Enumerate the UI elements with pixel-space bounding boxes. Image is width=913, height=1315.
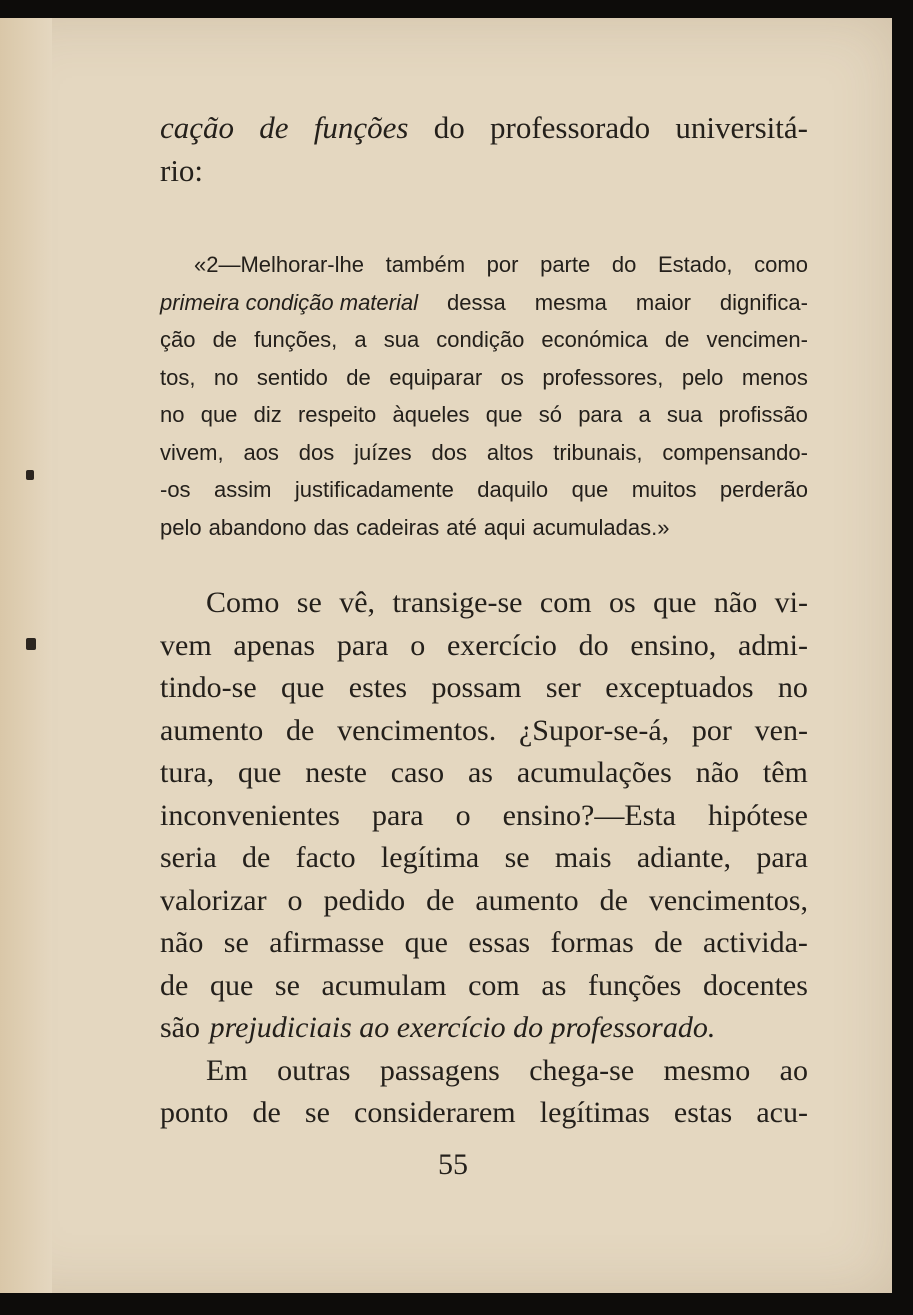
binding-gutter <box>0 18 52 1293</box>
word: só <box>538 402 562 427</box>
word: cação <box>160 110 235 145</box>
word: funções <box>313 110 409 145</box>
word: se <box>504 841 530 874</box>
text-line <box>160 284 808 322</box>
text-line <box>160 965 808 1008</box>
word: passagens <box>379 1053 500 1087</box>
word: ¿Supor-se-á, <box>518 713 670 747</box>
word: para <box>578 402 623 427</box>
word: para <box>756 841 808 874</box>
word: de <box>426 883 455 917</box>
word: Como <box>206 586 280 619</box>
word: que <box>200 402 238 427</box>
word: até <box>446 514 477 540</box>
word: rio: <box>160 153 204 188</box>
word: de <box>252 1096 281 1129</box>
word: activida- <box>702 926 808 959</box>
text-line <box>160 795 808 838</box>
word: aumento <box>160 713 264 747</box>
text-line <box>160 1050 808 1093</box>
text-line <box>160 106 808 149</box>
text-line <box>160 880 808 923</box>
word: mais <box>554 841 612 874</box>
word: o <box>287 883 303 917</box>
word: acumulações <box>516 756 672 789</box>
word: também <box>385 252 466 277</box>
word: das <box>313 514 350 540</box>
word: para <box>336 628 389 662</box>
word: tos, <box>160 364 196 390</box>
word: transige-se <box>392 586 523 619</box>
word: como <box>754 252 808 277</box>
word: condição <box>436 327 525 352</box>
word: respeito <box>297 402 377 427</box>
word: essas <box>468 926 531 959</box>
word: as <box>541 968 567 1002</box>
word: abandono <box>208 514 307 540</box>
word: se <box>274 968 300 1002</box>
word: não <box>160 926 204 959</box>
word: pelo <box>681 364 724 390</box>
word: não <box>713 586 758 619</box>
text-line <box>160 321 808 359</box>
word: no <box>160 402 185 427</box>
word: -os <box>160 477 191 502</box>
word: dignifica- <box>719 289 808 315</box>
word: que <box>238 756 282 789</box>
binding-stain-mark <box>26 638 36 650</box>
word: aumento <box>475 883 579 917</box>
word: se <box>304 1096 330 1129</box>
word: com <box>539 586 592 619</box>
text-line <box>160 582 808 625</box>
word: Estado, <box>657 252 733 277</box>
word: maior <box>635 289 691 315</box>
word: do <box>578 628 609 662</box>
word: de <box>346 364 371 390</box>
word: docentes <box>702 968 808 1002</box>
page-number: 55 <box>438 1148 468 1181</box>
word: seria <box>160 841 217 874</box>
word: pelo <box>160 514 202 540</box>
word: se <box>223 926 249 959</box>
text-line <box>160 359 808 397</box>
binding-stain-mark <box>26 470 34 480</box>
word: pedido <box>323 883 406 917</box>
word: ao <box>779 1053 808 1087</box>
word: económica <box>541 327 648 352</box>
word: professores, <box>542 364 664 390</box>
word: de <box>664 327 690 352</box>
word: facto <box>295 841 356 874</box>
word: daquilo <box>477 477 549 502</box>
word: para <box>371 798 424 832</box>
word: outras <box>277 1053 351 1087</box>
text-line <box>160 149 808 192</box>
word: perderão <box>719 477 808 502</box>
word: a <box>354 327 367 352</box>
text-line <box>160 434 808 472</box>
word: dos <box>298 439 335 465</box>
word: chega-se <box>529 1053 635 1087</box>
word: sua <box>666 402 703 427</box>
word: caso <box>390 756 445 789</box>
word: sentido <box>256 364 328 390</box>
word: admi- <box>738 628 808 662</box>
word: sua <box>383 327 420 352</box>
word: universitá- <box>675 110 808 145</box>
word: os <box>500 364 524 390</box>
italic-phrase: prejudiciais ao exercício do professorado. <box>209 1011 716 1044</box>
word: vencimentos. <box>337 713 497 747</box>
page-text <box>160 106 808 1135</box>
word: aos <box>243 439 279 465</box>
word: legítima <box>380 841 480 874</box>
word: tribunais, <box>553 439 643 465</box>
word: são <box>160 1011 200 1044</box>
word: ensino, <box>630 628 717 662</box>
text-line <box>160 1007 808 1050</box>
word: de <box>286 713 315 747</box>
word: funções, <box>254 327 338 352</box>
word: tura, <box>160 756 215 789</box>
word: ção <box>160 327 196 352</box>
word: com <box>468 968 520 1002</box>
word: muitos <box>631 477 697 502</box>
word: de <box>259 110 289 145</box>
text-line <box>160 509 808 547</box>
word: Em <box>206 1053 248 1087</box>
word: tindo-se <box>160 671 257 704</box>
word: parte <box>540 252 591 277</box>
word: que <box>571 477 609 502</box>
text-line <box>160 710 808 753</box>
word: não <box>695 756 740 789</box>
word: no <box>213 364 239 390</box>
word: do <box>433 110 465 145</box>
text-line <box>160 752 808 795</box>
body-paragraphs <box>160 582 808 1135</box>
word: vi- <box>774 586 808 619</box>
word: assim <box>213 477 272 502</box>
word: vê, <box>339 586 376 619</box>
word: de <box>654 926 683 959</box>
word: mesma <box>534 289 607 315</box>
quoted-paragraph <box>160 246 808 546</box>
word: vencimentos, <box>648 883 808 917</box>
word: acu- <box>756 1096 808 1129</box>
word: exceptuados <box>605 671 754 704</box>
word: vivem, <box>160 439 224 465</box>
word: que <box>281 671 325 704</box>
word: justificadamente <box>294 477 454 502</box>
word: legítimas <box>539 1096 650 1129</box>
word: possam <box>431 671 522 704</box>
word: de <box>160 968 189 1002</box>
word: ponto <box>160 1096 229 1129</box>
intro-paragraph <box>160 106 808 192</box>
word: que <box>209 968 254 1002</box>
text-line <box>160 922 808 965</box>
word: ven- <box>754 713 808 747</box>
text-line <box>160 625 808 668</box>
word: hipótese <box>708 798 808 832</box>
word: funções <box>588 968 682 1002</box>
word: o <box>455 798 471 832</box>
word: os <box>608 586 636 619</box>
word: inconvenientes <box>160 798 340 832</box>
text-line <box>160 837 808 880</box>
word: menos <box>741 364 808 390</box>
word: compensando- <box>662 439 808 465</box>
word: exercício <box>446 628 557 662</box>
word: que <box>404 926 448 959</box>
word: o <box>410 628 426 662</box>
text-line <box>160 246 808 284</box>
word: por <box>486 252 519 277</box>
word: professorado <box>490 110 651 145</box>
word: equiparar <box>389 364 483 390</box>
word: vem <box>160 628 212 662</box>
word: acumuladas.» <box>532 514 670 540</box>
word: diz <box>253 402 282 427</box>
word: se <box>296 586 322 619</box>
word: que <box>485 402 523 427</box>
word: altos <box>486 439 534 465</box>
word: mesmo <box>663 1053 751 1087</box>
word: dos <box>431 439 467 465</box>
word: dessa <box>447 289 506 315</box>
word: neste <box>305 756 367 789</box>
word: adiante, <box>636 841 732 874</box>
word: afirmasse <box>269 926 385 959</box>
paper-sheet <box>0 18 892 1293</box>
word: ser <box>545 671 581 704</box>
word: as <box>467 756 493 789</box>
word: formas <box>550 926 634 959</box>
text-line <box>160 396 808 434</box>
word: «2—Melhorar-lhe <box>194 252 364 277</box>
word: ensino?—Esta <box>502 798 676 832</box>
word: profissão <box>718 402 808 427</box>
word: têm <box>762 756 808 789</box>
text-line <box>160 1092 808 1135</box>
word: valorizar <box>160 883 267 917</box>
word: vencimen- <box>706 327 808 352</box>
word: aqui <box>483 514 526 540</box>
word: por <box>691 713 732 747</box>
word: juízes <box>354 439 412 465</box>
word: apenas <box>233 628 316 662</box>
word: acumulam <box>321 968 447 1002</box>
word: cadeiras <box>356 514 440 540</box>
word: no <box>777 671 808 704</box>
word: considerarem <box>354 1096 516 1129</box>
word: de <box>241 841 271 874</box>
word: àqueles <box>392 402 470 427</box>
text-line <box>160 667 808 710</box>
word: a <box>638 402 651 427</box>
text-line <box>160 471 808 509</box>
word: que <box>653 586 697 619</box>
word: estas <box>673 1096 733 1129</box>
italic-phrase: primeira condição material <box>160 289 418 315</box>
word: estes <box>348 671 408 704</box>
word: de <box>599 883 628 917</box>
word: de <box>212 327 238 352</box>
word: do <box>611 252 637 277</box>
